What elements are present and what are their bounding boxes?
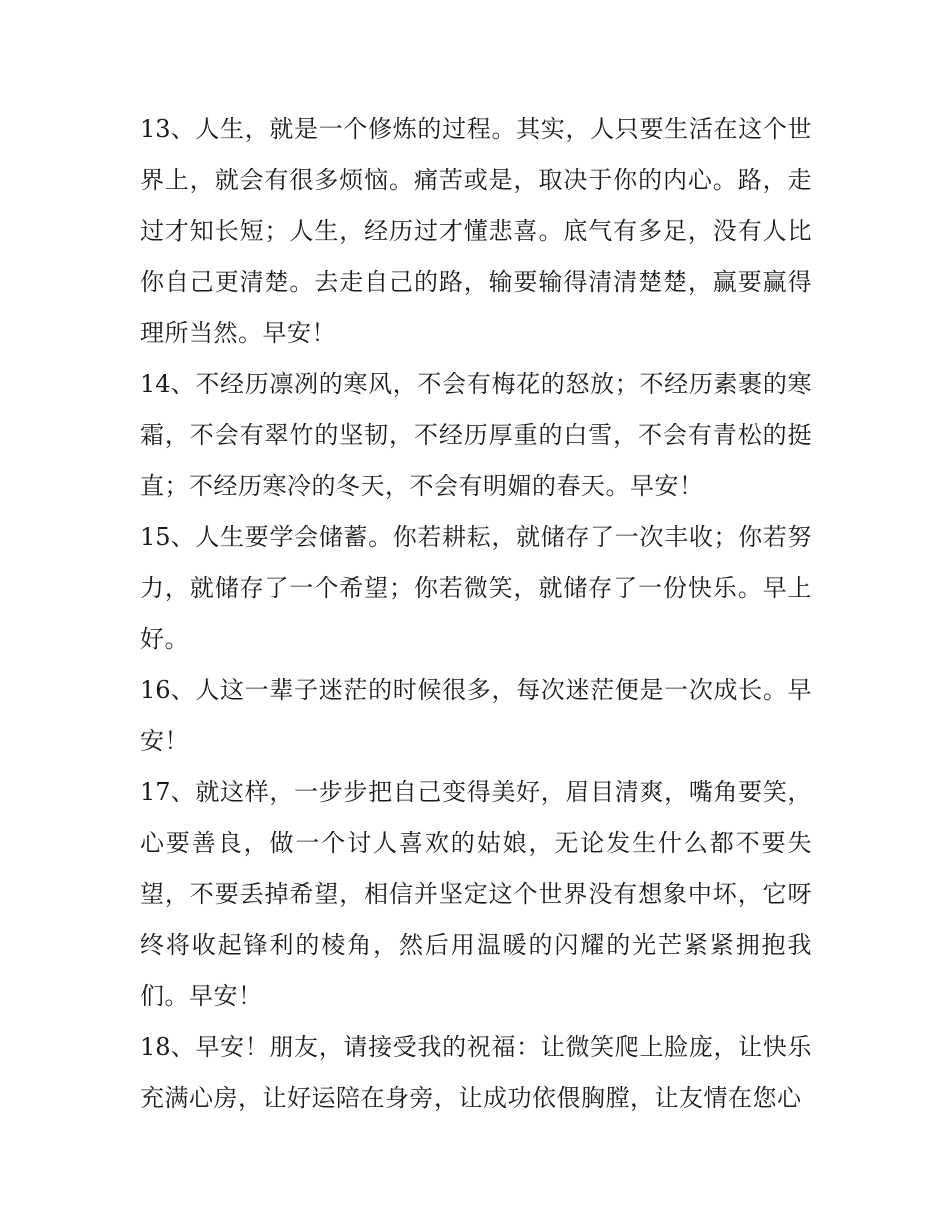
paragraph-number: 16: [140, 676, 171, 704]
paragraph-16: [140, 665, 812, 767]
paragraph-13: [140, 104, 812, 359]
paragraph-text: 不经历凛冽的寒风，不会有梅花的怒放；不经历素裹的寒霜，不会有翠竹的坚韧，不经历厚重的白雪，不会有青松的挺直；不经历寒冷的冬天，不会有明媚的春天。早安！: [140, 370, 812, 500]
paragraph-text: 早安！朋友，请接受我的祝福：让微笑爬上脸庞，让快乐充满心房，让好运陪在身旁，让成功依偎胸膛，让友情在您心: [140, 1033, 812, 1112]
paragraph-separator: 、: [170, 676, 196, 704]
paragraph-separator: 、: [170, 523, 196, 551]
paragraph-18: [140, 1022, 812, 1124]
paragraph-number: 18: [140, 1033, 171, 1061]
paragraph-17: [140, 767, 812, 1022]
paragraph-number: 13: [140, 115, 171, 143]
paragraph-separator: 、: [170, 778, 196, 806]
paragraph-number: 14: [140, 370, 171, 398]
paragraph-number: 17: [140, 778, 171, 806]
paragraph-separator: 、: [170, 370, 196, 398]
paragraph-text: 就这样，一步步把自己变得美好，眉目清爽，嘴角要笑，心要善良，做一个讨人喜欢的姑娘，无论发生什么都不要失望，不要丢掉希望，相信并坚定这个世界没有想象中坏，它呀终将收起锋利的棱角，然后用温暖的闪耀的光芒紧紧拥抱我们。早安！: [140, 778, 812, 1010]
paragraph-14: [140, 359, 812, 512]
paragraph-text: 人生，就是一个修炼的过程。其实，人只要生活在这个世界上，就会有很多烦恼。痛苦或是，取决于你的内心。路，走过才知长短；人生，经历过才懂悲喜。底气有多足，没有人比你自己更清楚。去走自己的路，输要输得清清楚楚，赢要赢得理所当然。早安！: [140, 115, 812, 347]
document-body: [140, 104, 812, 1124]
paragraph-15: [140, 512, 812, 665]
paragraph-text: 人生要学会储蓄。你若耕耘，就储存了一次丰收；你若努力，就储存了一个希望；你若微笑，就储存了一份快乐。早上好。: [140, 523, 812, 653]
paragraph-number: 15: [140, 523, 171, 551]
paragraph-separator: 、: [170, 115, 196, 143]
paragraph-text: 人这一辈子迷茫的时候很多，每次迷茫便是一次成长。早安！: [140, 676, 812, 755]
paragraph-separator: 、: [170, 1033, 196, 1061]
